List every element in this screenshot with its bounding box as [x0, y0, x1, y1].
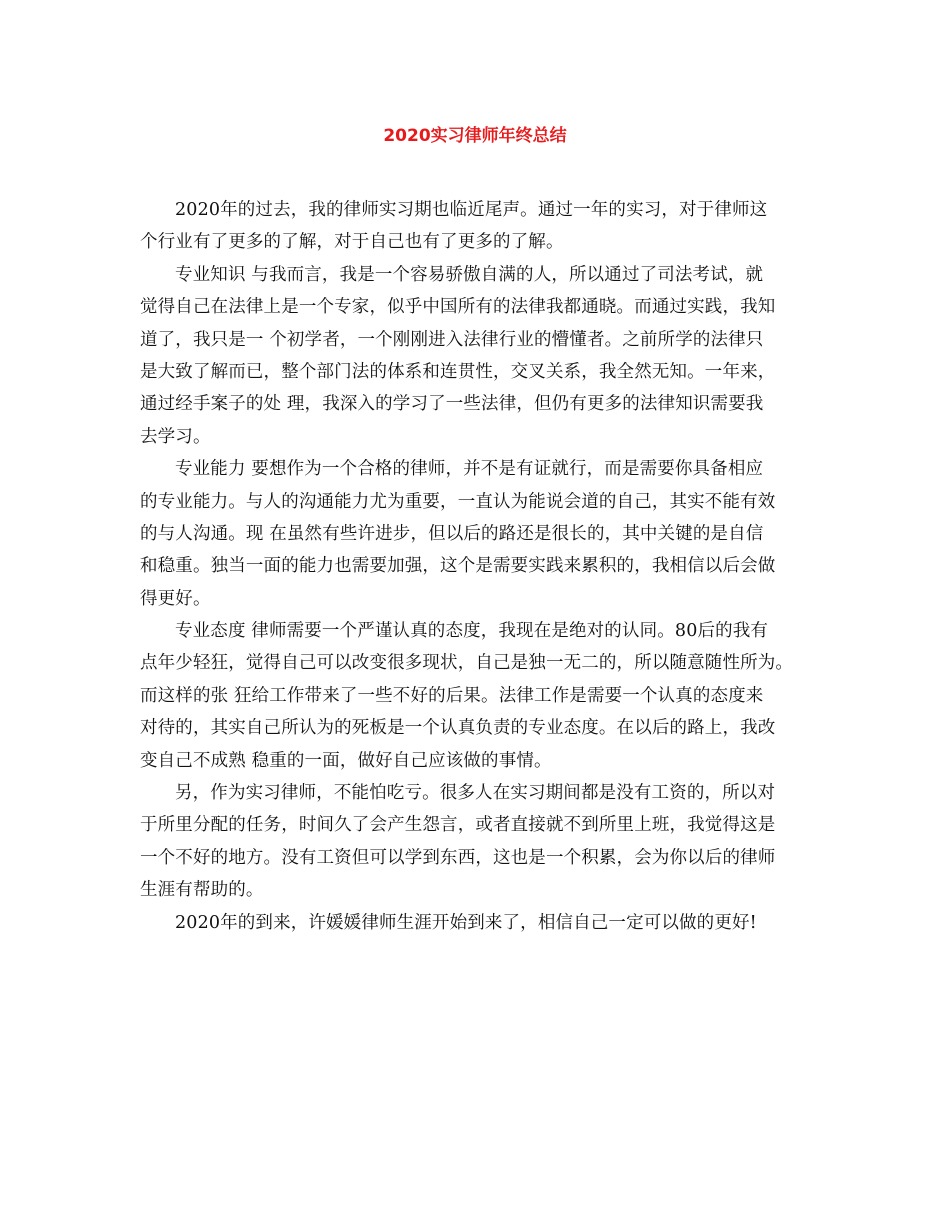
text-line: 个行业有了更多的了解，对于自己也有了更多的了解。 [140, 232, 564, 253]
text-line: 专业知识 与我而言，我是一个容易骄傲自满的人，所以通过了司法考试，就 [175, 264, 764, 285]
text-line: 专业能力 要想作为一个合格的律师，并不是有证就行，而是需要你具备相应 [175, 459, 764, 480]
text-line: 另，作为实习律师，不能怕吃亏。很多人在实习期间都是没有工资的，所以对 [175, 783, 776, 804]
document-body [140, 194, 820, 939]
text-line: 去学习。 [140, 426, 211, 447]
text-line: 和稳重。独当一面的能力也需要加强，这个是需要实践来累积的，我相信以后会做 [140, 556, 776, 577]
text-line: 而这样的张 狂给工作带来了一些不好的后果。法律工作是需要一个认真的态度来 [140, 685, 764, 706]
text-line: 生涯有帮助的。 [140, 880, 264, 901]
text-line: 一个不好的地方。没有工资但可以学到东西，这也是一个积累，会为你以后的律师 [140, 847, 776, 868]
text-line: 变自己不成熟 稳重的一面，做好自己应该做的事情。 [140, 750, 552, 771]
text-line: 专业态度 律师需要一个严谨认真的态度，我现在是绝对的认同。80后的我有 [175, 621, 769, 642]
text-line: 的与人沟通。现 在虽然有些许进步，但以后的路还是很长的，其中关键的是自信 [140, 523, 764, 544]
text-line: 是大致了解而已，整个部门法的体系和连贯性，交叉关系，我全然无知。一年来， [140, 361, 776, 382]
text-line: 2020年的到来，许媛媛律师生涯开始到来了，相信自己一定可以做的更好! [175, 912, 757, 933]
text-line: 的专业能力。与人的沟通能力尤为重要，一直认为能说会道的自己，其实不能有效 [140, 491, 776, 512]
text-line: 对待的，其实自己所认为的死板是一个认真负责的专业态度。在以后的路上，我改 [140, 718, 776, 739]
text-line: 2020年的过去，我的律师实习期也临近尾声。通过一年的实习，对于律师这 [175, 200, 768, 220]
text-line: 通过经手案子的处 理，我深入的学习了一些法律，但仍有更多的法律知识需要我 [140, 394, 764, 415]
text-line: 于所里分配的任务，时间久了会产生怨言，或者直接就不到所里上班，我觉得这是 [140, 815, 776, 836]
text-line: 得更好。 [140, 588, 211, 609]
text-line: 觉得自己在法律上是一个专家，似乎中国所有的法律我都通晓。而通过实践，我知 [140, 297, 776, 318]
text-line: 道了，我只是一 个初学者，一个刚刚进入法律行业的懵懂者。之前所学的法律只 [140, 329, 764, 350]
text-line: 点年少轻狂，觉得自己可以改变很多现状，自己是独一无二的，所以随意随性所为。 [140, 653, 794, 674]
document-title: 2020实习律师年终总结 [383, 126, 567, 146]
